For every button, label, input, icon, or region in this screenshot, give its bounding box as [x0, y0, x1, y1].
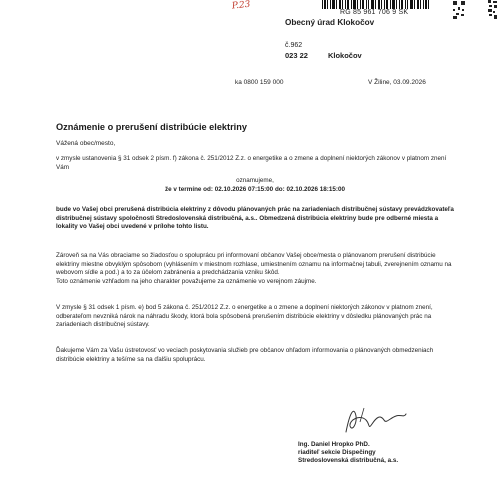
signatory-role: riaditeľ sekcie Dispečingy: [298, 449, 376, 457]
recipient-address: [285, 51, 382, 60]
place-date: V Žiline, 03.09.2026: [368, 79, 426, 86]
paragraph-outage: bude vo Vašej obci prerušená distribúcia elektriny z dôvodu plánovaných prác na zariadeniach distribučnej sústavy prevádzkovateľa distribučnej sústavy spoločnosti Stredoslovenská distribučná, a.s.. Obmedzená distribúcia elektriny bude pre odberné miesta a lokality vo Vašej obci uvedené v prílohe tohto listu.: [56, 206, 454, 231]
sender-phone: ka 0800 159 000: [235, 79, 284, 86]
postal-code-icon: [488, 0, 498, 20]
recipient-city: Klokočov: [327, 51, 362, 60]
letter-title: Oznámenie o prerušení distribúcie elektriny: [56, 122, 247, 132]
announce-line: oznamujeme,: [236, 177, 274, 184]
signature-block: [298, 441, 398, 466]
qr-code-icon: [452, 0, 466, 20]
public-interest-text: Toto oznámenie vzhľadom na jeho charakter považujeme za oznámenie vo verejnom záujme.: [56, 277, 317, 285]
recipient-number: č.962: [285, 42, 303, 49]
cooperation-text: Zároveň sa na Vás obraciame so žiadosťou o spoluprácu pri informovaní občanov Vašej obce/mesta o plánovanom prerušení distribúcie elektriny miestne obvyklým spôsobom (vyhlásením v miestnom rozhlase, umiestnením oznamu na informačnej tabuli, zverejnením oznamu na webovom sídle a pod.) a to za účelom zabránenia a predchádzania vzniku škôd.: [56, 252, 452, 277]
paragraph-cooperation: [56, 252, 454, 286]
barcode-number: RG 85 961 706 9 SK: [340, 9, 409, 16]
greeting: Vážená obec/mesto,: [56, 140, 116, 147]
barcode: [322, 0, 430, 9]
recipient-zip: 023 22: [285, 51, 308, 60]
paragraph-thanks: Ďakujeme Vám za Vašu ústretovosť vo veciach poskytovania služieb pre občanov ohľadom informovania o plánovaných obmedzeniach distribúcie elektriny a tešíme sa na ďalšiu spoluprácu.: [56, 347, 434, 363]
signatory-company: Stredoslovenská distribučná, a.s.: [298, 457, 399, 465]
paragraph-legal-basis: v zmysle ustanovenia § 31 odsek 2 písm. f) zákona č. 251/2012 Z.z. o energetike a o zmene a doplnení niektorých zákonov v platnom znení Vám: [56, 155, 447, 171]
handwritten-note: P.23: [231, 0, 251, 12]
signatory-name: Ing. Daniel Hropko PhD.: [298, 441, 370, 448]
outage-term: že v termíne od: 02.10.2026 07:15:00 do: 02.10.2026 18:15:00: [165, 186, 345, 193]
paragraph-compensation: V zmysle § 31 odsek 1 písm. e) bod 5 zákona č. 251/2012 Z.z. o energetike a o zmene a doplnení niektorých zákonov v platnom znení, odberateľom nevzniká nárok na náhradu škody, ktorá bola spôsobená prerušením distribúcie elektriny v dôsledku plánovaných prác na zariadeniach distribučnej sústavy.: [56, 304, 433, 329]
recipient-name: Obecný úrad Klokočov: [285, 18, 375, 27]
signature-image: [340, 402, 410, 440]
